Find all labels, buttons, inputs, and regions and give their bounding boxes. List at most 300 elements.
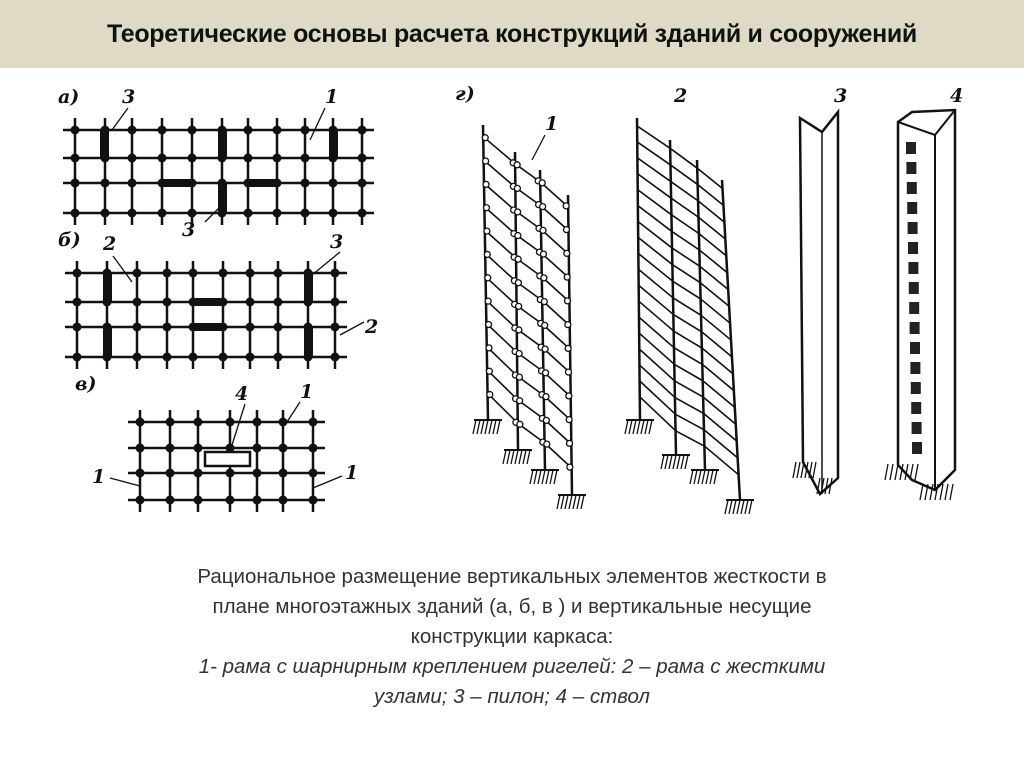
column-node [158, 209, 167, 218]
support-hatch [737, 500, 740, 514]
frame-beam [676, 414, 705, 430]
support-hatch [793, 462, 796, 478]
label-b: б) [58, 229, 81, 251]
column-node [279, 469, 288, 478]
support-hatch [669, 455, 672, 469]
column-node [309, 469, 318, 478]
opening [911, 382, 921, 394]
support-hatch [745, 500, 748, 514]
stiffening-diaphragm [329, 130, 338, 158]
caption-line: конструкции каркаса: [410, 625, 614, 648]
column-node [253, 444, 262, 453]
column-node [253, 469, 262, 478]
support-hatch [681, 455, 684, 469]
support-hatch [694, 470, 697, 484]
opening [910, 322, 920, 334]
column-node [71, 154, 80, 163]
column-node [219, 269, 228, 278]
frame-beam [639, 285, 674, 314]
column-node [133, 353, 142, 362]
hinge [516, 327, 522, 333]
column-node [136, 469, 145, 478]
support-hatch [741, 500, 744, 514]
support-hatch [641, 420, 644, 434]
frame-beam [698, 201, 724, 222]
hinge [540, 204, 546, 210]
frame-beam [703, 365, 735, 392]
support-hatch [481, 420, 484, 434]
column-node [301, 154, 310, 163]
frame-beam [703, 381, 736, 408]
column-node [244, 209, 253, 218]
hinge [516, 374, 522, 380]
column-node [253, 496, 262, 505]
hinge [485, 275, 491, 281]
hinge [516, 351, 522, 357]
frame-beam [702, 332, 733, 358]
frame-beam [675, 364, 704, 380]
column-node [73, 298, 82, 307]
column-node [189, 353, 198, 362]
frame-beam [704, 430, 738, 459]
column-node [274, 323, 283, 332]
leader-line [340, 322, 364, 335]
support-hatch [649, 420, 652, 434]
hinge [515, 233, 521, 239]
hinge [563, 203, 569, 209]
leader-line [112, 108, 128, 130]
frame-beam [673, 298, 701, 315]
frame-beam [671, 198, 698, 217]
column-node [194, 418, 203, 427]
column-node [244, 126, 253, 135]
hinge [540, 227, 546, 233]
frame-beam [639, 269, 674, 298]
hinge [517, 398, 523, 404]
hinge [486, 345, 492, 351]
frame-beam [701, 299, 731, 323]
hinge [485, 298, 491, 304]
callout-3: 3 [834, 85, 848, 107]
support-hatch [698, 470, 701, 484]
column-node [279, 418, 288, 427]
label-a: а) [58, 86, 80, 108]
column-node [163, 323, 172, 332]
support-hatch [702, 470, 705, 484]
support-hatch [690, 470, 693, 484]
hinge [543, 394, 549, 400]
column-node [136, 418, 145, 427]
support-hatch [542, 470, 545, 484]
callout-1: 1 [325, 86, 339, 108]
opening [907, 182, 917, 194]
hinge [515, 209, 521, 215]
column-node [246, 269, 255, 278]
column-node [188, 209, 197, 218]
support-hatch [945, 484, 948, 500]
hinge [487, 392, 493, 398]
hinge [564, 250, 570, 256]
frame-beam [639, 333, 674, 364]
support-hatch [485, 420, 488, 434]
column-node [273, 154, 282, 163]
opening [909, 302, 919, 314]
opening [908, 262, 918, 274]
support-hatch [561, 495, 564, 509]
frame-beam [672, 215, 700, 234]
hinge [486, 368, 492, 374]
column-node [73, 269, 82, 278]
frame-beam [702, 348, 733, 374]
support-hatch [515, 450, 518, 464]
callout-4: 4 [235, 383, 249, 405]
column-node [101, 209, 110, 218]
support-hatch [633, 420, 636, 434]
frame-beam [639, 349, 674, 381]
column-node [166, 469, 175, 478]
hinge [567, 464, 573, 470]
frame-beam [638, 206, 672, 232]
frame-beam [698, 185, 724, 206]
column-node [309, 496, 318, 505]
column-node [226, 469, 235, 478]
frame-beam [672, 248, 700, 266]
column-node [301, 126, 310, 135]
column-node [128, 126, 137, 135]
hinge [541, 275, 547, 281]
stiffening-diaphragm [248, 179, 277, 187]
frame-beam [704, 414, 738, 442]
hinge [483, 181, 489, 187]
frame-beam [640, 381, 676, 414]
opening [910, 362, 920, 374]
column-node [189, 269, 198, 278]
column-node [331, 269, 340, 278]
support-hatch [473, 420, 476, 434]
column-node [273, 209, 282, 218]
opening [906, 162, 916, 174]
support-hatch [577, 495, 580, 509]
slide-title: Теоретические основы расчета конструкций зданий и сооружений [106, 19, 918, 48]
column-node [309, 418, 318, 427]
callout-1: 1 [92, 466, 106, 488]
column-node [301, 179, 310, 188]
support-hatch [569, 495, 572, 509]
frame-beam [676, 431, 705, 446]
column-node [158, 154, 167, 163]
frame-column [483, 125, 488, 420]
column-node [163, 298, 172, 307]
pylon [793, 112, 838, 494]
hinge [544, 441, 550, 447]
support-hatch [706, 470, 709, 484]
hinge [515, 280, 521, 286]
callout-3: 3 [330, 231, 344, 253]
column-node [163, 269, 172, 278]
vertical-structures [473, 110, 955, 514]
frame-beam [671, 165, 698, 185]
hinge [565, 298, 571, 304]
column-node [166, 444, 175, 453]
stiffening-diaphragm [162, 179, 192, 187]
opening [912, 422, 922, 434]
opening [912, 442, 922, 454]
column-node [71, 126, 80, 135]
hinge [515, 256, 521, 262]
support-hatch [527, 450, 530, 464]
support-hatch [557, 495, 560, 509]
frame-beam [697, 168, 722, 188]
support-hatch [573, 495, 576, 509]
opening [907, 202, 917, 214]
frame-beam [672, 231, 700, 250]
support-hatch [885, 464, 888, 480]
frame-beam [674, 315, 702, 332]
hinge [540, 251, 546, 257]
caption-legend-line: 1- рама с шарнирным креплением ригелей: 2 – рама с жесткими [198, 655, 826, 678]
column-node [331, 353, 340, 362]
column-node [274, 269, 283, 278]
support-hatch [554, 470, 557, 484]
column-node [246, 298, 255, 307]
column-node [194, 469, 203, 478]
column-node [128, 179, 137, 188]
column-node [309, 444, 318, 453]
hinge [566, 417, 572, 423]
column-node [274, 353, 283, 362]
leader-line [110, 478, 140, 486]
hinge [542, 322, 548, 328]
support-hatch [673, 455, 676, 469]
column-node [274, 298, 283, 307]
opening [911, 402, 921, 414]
label-g: г) [455, 83, 475, 105]
support-hatch [519, 450, 522, 464]
hinge [539, 180, 545, 186]
floor-plans [63, 108, 545, 512]
support-hatch [895, 464, 898, 480]
support-hatch [637, 420, 640, 434]
support-hatch [489, 420, 492, 434]
core-stem [885, 110, 955, 500]
frame-column [637, 118, 640, 420]
hinge [564, 274, 570, 280]
support-hatch [733, 500, 736, 514]
frame-beam [673, 265, 701, 283]
support-hatch [581, 495, 584, 509]
column-node [73, 323, 82, 332]
support-hatch [890, 464, 893, 480]
hinge [484, 251, 490, 257]
leader-line [532, 135, 545, 160]
support-hatch [477, 420, 480, 434]
stiffening-diaphragm [103, 273, 112, 302]
frame-beam [705, 446, 740, 475]
column-node [188, 126, 197, 135]
column-node [158, 126, 167, 135]
hinge [517, 421, 523, 427]
frame-beam [675, 381, 704, 397]
support-hatch [523, 450, 526, 464]
support-hatch [685, 455, 688, 469]
support-hatch [507, 450, 510, 464]
column-node [358, 126, 367, 135]
support-hatch [801, 462, 804, 478]
opening [908, 222, 918, 234]
frame-beam [674, 348, 702, 365]
hinge [482, 135, 488, 141]
figure-caption [60, 562, 964, 712]
support-hatch [797, 462, 800, 478]
column-node [133, 298, 142, 307]
hinge [567, 440, 573, 446]
callout-4: 4 [950, 85, 964, 107]
support-hatch [661, 455, 664, 469]
callout-1: 1 [545, 113, 559, 135]
column-node [246, 323, 255, 332]
frame-beam [701, 315, 731, 340]
frame-beam [703, 397, 736, 425]
frame-beam [638, 222, 672, 248]
support-hatch [950, 484, 953, 500]
support-hatch [725, 500, 728, 514]
hinge [541, 299, 547, 305]
hinge [484, 228, 490, 234]
column-node [71, 179, 80, 188]
support-hatch [550, 470, 553, 484]
support-hatch [629, 420, 632, 434]
column-node [194, 496, 203, 505]
frame-beam [639, 317, 674, 348]
hinged-frame [473, 125, 586, 509]
callout-3: 3 [182, 219, 196, 241]
rigid-frame [625, 118, 754, 514]
frame-beam [640, 365, 676, 398]
leader-line [232, 404, 245, 445]
support-hatch [493, 420, 496, 434]
leader-line [313, 476, 342, 488]
plan-grid [128, 410, 325, 512]
hinge [566, 369, 572, 375]
hinge [565, 345, 571, 351]
stiffening-diaphragm [193, 298, 223, 306]
column-node [301, 209, 310, 218]
stiffening-diaphragm [304, 327, 313, 357]
column-node [329, 209, 338, 218]
column-node [194, 444, 203, 453]
support-hatch [534, 470, 537, 484]
column-node [279, 444, 288, 453]
hinge [566, 393, 572, 399]
column-node [188, 154, 197, 163]
column-node [136, 496, 145, 505]
column-node [133, 269, 142, 278]
column-node [133, 323, 142, 332]
column-node [136, 444, 145, 453]
column-node [358, 209, 367, 218]
column-node [226, 496, 235, 505]
frame-beam [674, 331, 702, 348]
callout-1: 1 [345, 462, 359, 484]
support-hatch [749, 500, 752, 514]
column-node [246, 353, 255, 362]
column-node [128, 209, 137, 218]
hinge [542, 346, 548, 352]
frame-beam [638, 253, 672, 281]
support-hatch [729, 500, 732, 514]
opening [909, 282, 919, 294]
support-hatch [530, 470, 533, 484]
support-hatch [538, 470, 541, 484]
support-hatch [665, 455, 668, 469]
callout-2: 2 [103, 233, 117, 255]
stiffening-diaphragm [103, 327, 112, 357]
column-node [128, 154, 137, 163]
hinge [483, 158, 489, 164]
callout-1: 1 [300, 381, 314, 403]
support-hatch [645, 420, 648, 434]
support-hatch [503, 450, 506, 464]
pylon-outline [800, 112, 838, 494]
hinge [483, 205, 489, 211]
callout-3: 3 [122, 86, 136, 108]
column-node [101, 179, 110, 188]
plan-grid [65, 261, 347, 369]
column-node [166, 496, 175, 505]
column-node [253, 418, 262, 427]
hinge [516, 303, 522, 309]
hinge [514, 185, 520, 191]
column-node [226, 418, 235, 427]
slide-header [0, 0, 1024, 68]
column-node [331, 323, 340, 332]
stiffening-diaphragm [100, 130, 109, 158]
support-hatch [625, 420, 628, 434]
hinge [543, 417, 549, 423]
support-hatch [511, 450, 514, 464]
support-hatch [565, 495, 568, 509]
column-node [273, 126, 282, 135]
support-hatch [497, 420, 500, 434]
hinge [486, 322, 492, 328]
support-hatch [677, 455, 680, 469]
leader-line [113, 256, 132, 282]
column-node [329, 179, 338, 188]
column-node [73, 353, 82, 362]
hinge [564, 227, 570, 233]
opening [908, 242, 918, 254]
leader-line [310, 108, 325, 140]
column-node [358, 179, 367, 188]
hinge [514, 162, 520, 168]
support-hatch [546, 470, 549, 484]
stiffening-diaphragm [193, 323, 223, 331]
stiffening-diaphragm [304, 273, 313, 302]
callout-2: 2 [365, 316, 379, 338]
column-node [244, 154, 253, 163]
column-node [71, 209, 80, 218]
column-node [331, 298, 340, 307]
frame-beam [673, 281, 701, 299]
opening [910, 342, 920, 354]
column-node [163, 353, 172, 362]
frame-beam [638, 238, 672, 265]
frame-beam [639, 301, 674, 331]
frame-beam [638, 190, 672, 215]
caption-legend-line: узлами; 3 – пилон; 4 – ствол [374, 685, 650, 708]
opening [906, 142, 916, 154]
caption-line: Рациональное размещение вертикальных элементов жесткости в [197, 565, 827, 588]
